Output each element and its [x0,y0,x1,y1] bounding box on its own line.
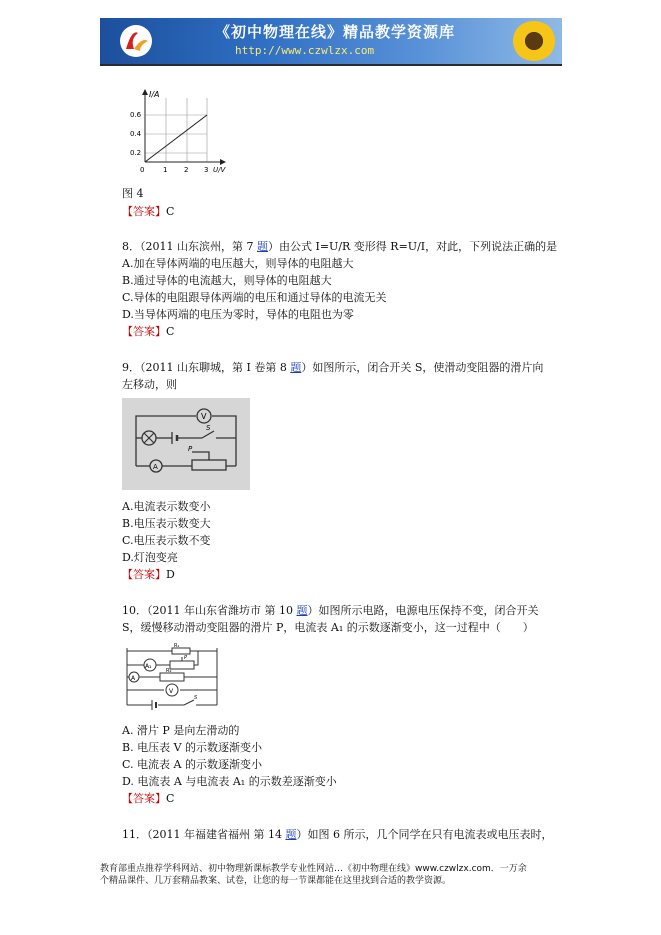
header-banner [100,18,562,66]
answer-line [122,325,174,338]
question-stem [122,240,557,253]
answer-label: 【答案】 [122,568,166,581]
circuit-diagram-q10 [122,643,222,713]
question-source: （2011 山东聊城，第 I 卷第 8 [140,361,291,374]
header-url[interactable]: http://www.czwlzx.com [235,44,375,57]
question-link[interactable]: 题 [256,240,268,253]
y-tick-label: 0.6 [130,111,142,119]
option-c: C.导体的电阻跟导体两端的电压和通过导体的电流无关 [122,291,387,304]
option-d: D.当导体两端的电压为零时，导体的电阻也为零 [122,308,354,321]
answer-label: 【答案】 [122,325,166,338]
question-source: （2011 年福建省福州 第 14 [147,828,286,841]
question-source: （2011 山东滨州，第 7 [140,240,257,253]
ammeter-label: A [153,463,158,471]
question-stem [122,604,538,617]
question-text: 左移动，则 [122,378,177,391]
y-axis-label: I/A [149,90,160,99]
answer-line [122,568,175,581]
ammeter-label: A [131,675,136,682]
header-title: 《初中物理在线》精品教学资源库 [215,23,456,41]
switch-label: S [206,424,211,432]
footer-line: 个精品课件、几万套精品教案、试卷，让您的每一节课都能在这里找到合适的教学资源。 [100,876,452,886]
x-tick-label: 1 [163,166,168,174]
question-number: 9． [122,361,140,374]
answer-line [122,792,174,805]
graph-grid [145,98,207,162]
option-a: A.加在导体两端的电压越大，则导体的电阻越大 [122,257,354,270]
answer-value: D [166,568,175,581]
r2-label: R₂ [166,668,172,674]
question-link[interactable]: 题 [285,828,297,841]
question-text: ）如图 6 所示，几个同学在只有电流表或电压表时， [296,828,553,841]
y-tick-label: 0.2 [130,149,142,157]
slider-label: P [188,445,193,453]
answer-value: C [166,792,175,805]
question-number: 11． [122,828,147,841]
question-link[interactable]: 题 [290,361,302,374]
r1-label: R₁ [174,643,180,649]
answer-label: 【答案】 [122,205,166,218]
question-stem [122,361,543,374]
option-c: C.电压表示数不变 [122,534,211,547]
option-a: A. 滑片 P 是向左滑动的 [122,724,240,737]
switch-label: S [194,695,198,701]
sunflower-icon [512,21,556,61]
page-footer [100,863,570,887]
iu-graph [125,86,240,178]
question-source: （2011 年山东省潍坊市 第 10 [147,604,297,617]
option-b: B.电压表示数变大 [122,517,211,530]
question-number: 10． [122,604,147,617]
voltmeter-label: V [201,412,207,421]
x-tick-label: 3 [204,166,209,174]
question-number: 8． [122,240,140,253]
voltmeter-label: V [169,688,174,695]
question-text: ）如图所示，闭合开关 S，使滑动变阻器的滑片向 [301,361,544,374]
figure-caption: 图 4 [122,187,144,200]
question-text: ）由公式 I=U/R 变形得 R=U/I，对此，下列说法正确的是 [267,240,558,253]
circuit-diagram-q9 [122,398,250,490]
site-logo-icon [118,23,154,59]
question-link[interactable]: 题 [296,604,308,617]
answer-label: 【答案】 [122,792,166,805]
y-tick-label: 0.4 [130,130,142,138]
option-b: B.通过导体的电流越大，则导体的电阻越大 [122,274,332,287]
question-text: S，缓慢移动滑动变阻器的滑片 P，电流表 A₁ 的示数逐渐变小，这一过程中（ ） [122,621,534,634]
option-d: D.灯泡变亮 [122,551,178,564]
question-stem [122,828,552,841]
ammeter1-label: A₁ [145,663,152,670]
slider-label: P [184,655,188,661]
footer-line: 教育部重点推荐学科网站、初中物理新课标教学专业性网站…《初中物理在线》www.czwlzx.com．一万余 [100,864,527,874]
option-b: B. 电压表 V 的示数逐渐变小 [122,741,263,754]
answer-value: C [166,205,175,218]
answer-line [122,205,174,218]
answer-value: C [166,325,175,338]
x-axis-label: U/V [213,166,226,174]
option-c: C. 电流表 A 的示数逐渐变小 [122,758,262,771]
option-a: A.电流表示数变小 [122,500,211,513]
series-line [145,115,207,162]
option-d: D. 电流表 A 与电流表 A₁ 的示数差逐渐变小 [122,775,337,788]
x-tick-label: 2 [184,166,189,174]
question-text: ）如图所示电路，电源电压保持不变，闭合开关 [307,604,539,617]
x-tick-label: 0 [140,166,145,174]
